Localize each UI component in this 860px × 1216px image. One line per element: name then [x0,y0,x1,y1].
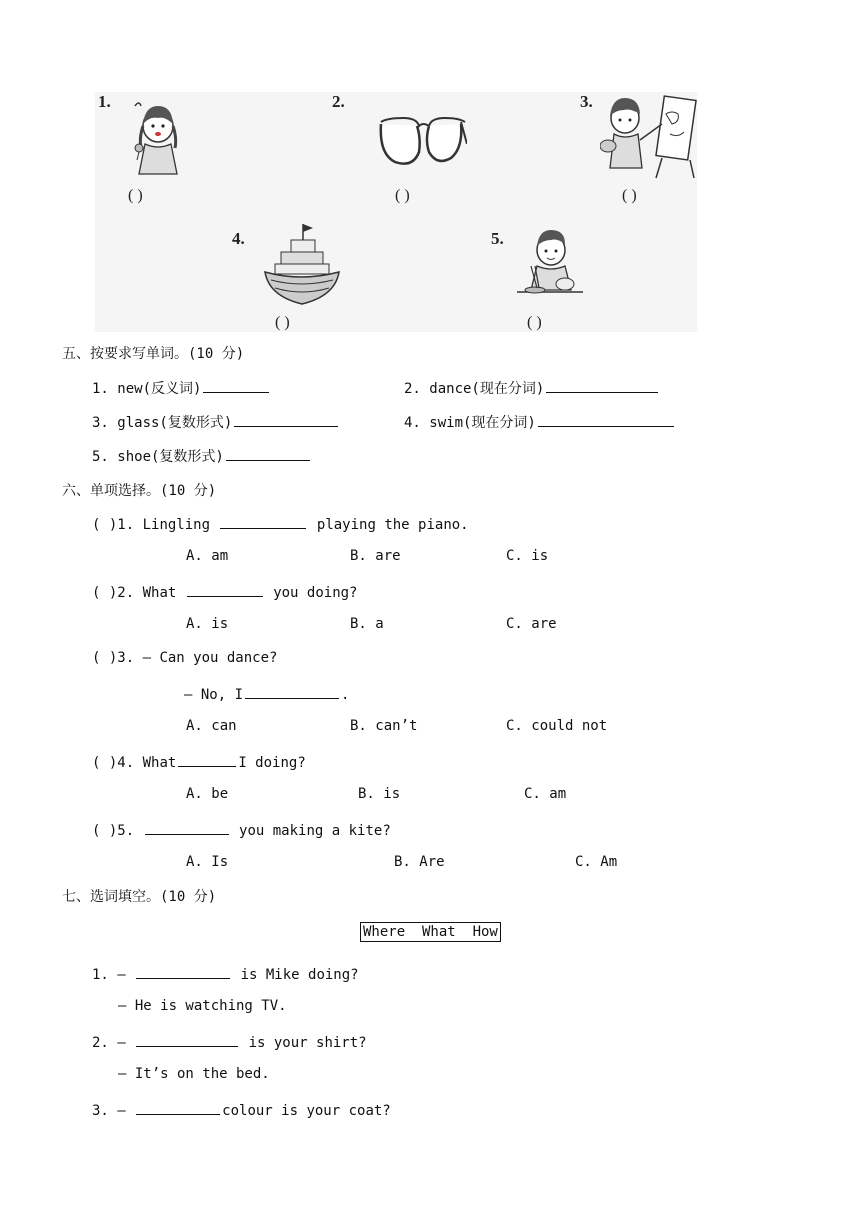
question-text: — No, I [184,687,244,703]
option-b[interactable]: B. a [350,616,384,632]
word-box [360,924,501,940]
option-b[interactable]: B. is [358,786,401,802]
question-5-1 [92,378,271,398]
question-text: 5. [117,823,135,839]
girl-painting-icon [600,94,697,179]
question-text: 1. — [92,967,126,983]
answer-blank[interactable] [203,378,269,393]
question-text: colour is your coat? [222,1103,391,1119]
picture-number: 4. [232,229,245,248]
section-7-title: 七、选词填空。(10 分) [62,889,217,905]
girl-singing-icon [125,98,195,183]
question-6-3-line2 [184,684,349,703]
option-c[interactable]: C. is [506,548,549,564]
answer-parens[interactable]: ( ) [92,823,118,839]
question-text: 2. — [92,1035,126,1051]
picture-panel [95,92,697,332]
picture-number: 5. [491,229,504,248]
answer-parens[interactable]: ( ) [92,650,118,666]
answer-blank[interactable] [178,752,236,767]
answer-7-1: — He is watching TV. [118,998,287,1014]
picture-number: 1. [98,92,111,111]
option-a[interactable]: A. can [186,718,237,734]
question-text: 2. dance(现在分词) [404,381,545,397]
answer-parens[interactable]: ( ) [92,755,118,771]
question-text: 4. swim(现在分词) [404,415,536,431]
question-text: 2. What [117,585,177,601]
question-text: playing the piano. [316,517,469,533]
answer-blank[interactable] [220,514,306,529]
option-b[interactable]: B. can’t [350,718,418,734]
question-text: 3. — [92,1103,126,1119]
question-5-5 [92,446,312,466]
question-text: you making a kite? [239,823,391,839]
section-6-title: 六、单项选择。(10 分) [62,483,217,499]
answer-parens: ( ) [622,187,637,204]
answer-7-2: — It’s on the bed. [118,1066,270,1082]
question-text: is Mike doing? [240,967,359,983]
section-5-title: 五、按要求写单词。(10 分) [62,346,245,362]
option-c[interactable]: C. Am [575,854,618,870]
answer-parens[interactable]: ( ) [92,585,118,601]
question-text: 5. shoe(复数形式) [92,449,224,465]
answer-parens[interactable]: ( ) [92,517,118,533]
question-5-2 [404,378,660,398]
answer-blank[interactable] [538,412,674,427]
answer-blank[interactable] [136,964,230,979]
picture-number: 2. [332,92,345,111]
answer-blank[interactable] [145,820,229,835]
answer-blank[interactable] [546,378,658,393]
word-box-words: Where What How [360,922,501,942]
answer-parens: ( ) [395,187,410,204]
option-a[interactable]: A. is [186,616,229,632]
question-7-3 [92,1100,391,1119]
glasses-icon [375,112,467,172]
question-text: I doing? [238,755,306,771]
question-5-4 [404,412,676,432]
option-c[interactable]: C. could not [506,718,608,734]
question-6-3 [92,650,277,666]
answer-parens: ( ) [128,187,143,204]
question-text: 1. Lingling [117,517,211,533]
option-c[interactable]: C. are [506,616,557,632]
question-6-1 [92,514,469,533]
question-text: 1. new(反义词) [92,381,202,397]
option-a[interactable]: A. be [186,786,229,802]
answer-blank[interactable] [234,412,338,427]
question-6-5 [92,820,391,839]
boy-eating-icon [515,226,585,306]
question-7-2 [92,1032,367,1051]
answer-blank[interactable] [187,582,263,597]
question-6-4 [92,752,306,771]
answer-blank[interactable] [226,446,310,461]
question-5-3 [92,412,340,432]
question-7-1 [92,964,359,983]
answer-parens: ( ) [275,314,290,331]
ship-icon [263,222,341,310]
question-text: 3. glass(复数形式) [92,415,233,431]
answer-blank[interactable] [245,684,339,699]
answer-blank[interactable] [136,1100,220,1115]
option-b[interactable]: B. are [350,548,401,564]
question-6-2 [92,582,357,601]
question-text: 3. — Can you dance? [117,650,278,666]
question-text: . [341,687,350,703]
option-c[interactable]: C. am [524,786,567,802]
picture-number: 3. [580,92,593,111]
answer-parens: ( ) [527,314,542,331]
option-a[interactable]: A. Is [186,854,229,870]
question-text: 4. What [117,755,177,771]
answer-blank[interactable] [136,1032,238,1047]
question-text: is your shirt? [248,1035,367,1051]
option-b[interactable]: B. Are [394,854,445,870]
option-a[interactable]: A. am [186,548,229,564]
question-text: you doing? [273,585,358,601]
